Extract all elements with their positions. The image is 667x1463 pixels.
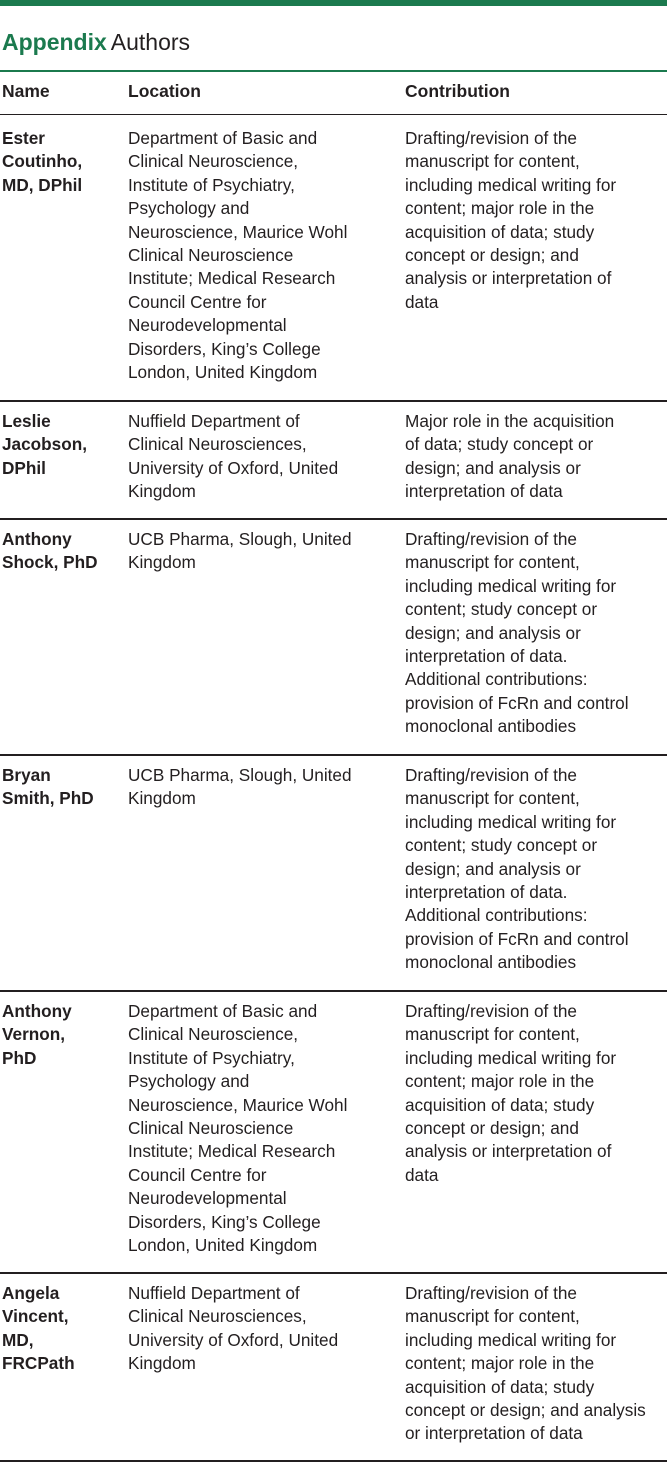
author-contribution: Drafting/revision of the manuscript for content, including medical writing for content; major role in the acquisition of data; study concept or design; and analysis or interpretation of data	[405, 1001, 617, 1185]
row-divider	[0, 754, 667, 756]
author-name: Bryan Smith, PhD	[2, 765, 94, 809]
author-location: UCB Pharma, Slough, United Kingdom	[128, 529, 352, 573]
table-header	[0, 79, 667, 103]
top-accent-bar	[0, 0, 667, 6]
author-location: Nuffield Department of Clinical Neurosciences, University of Oxford, United Kingdom	[128, 1283, 339, 1374]
author-name: Anthony Shock, PhD	[2, 529, 98, 573]
title-rule	[0, 70, 667, 72]
row-divider	[0, 1272, 667, 1274]
page-title	[2, 28, 190, 56]
author-name: Anthony Vernon, PhD	[2, 1001, 72, 1068]
author-contribution: Drafting/revision of the manuscript for content, including medical writing for content; major role in the acquisition of data; study concept or design; and analysis or interpretation of data	[405, 1283, 646, 1444]
title-text: Authors	[110, 29, 191, 55]
header-contribution: Contribution	[405, 81, 510, 101]
author-contribution: Major role in the acquisition of data; study concept or design; and analysis or interpretation of data	[405, 411, 615, 502]
author-location: Nuffield Department of Clinical Neurosciences, University of Oxford, United Kingdom	[128, 411, 339, 502]
row-divider	[0, 400, 667, 402]
author-name: Leslie Jacobson, DPhil	[2, 411, 88, 478]
author-contribution: Drafting/revision of the manuscript for content, including medical writing for content; study concept or design; and analysis or interpretation of data. Additional contributions: provision of FcRn and control monoclonal antibodies	[405, 765, 629, 973]
table-bottom-rule	[0, 1460, 667, 1462]
author-contribution: Drafting/revision of the manuscript for content, including medical writing for content; study concept or design; and analysis or interpretation of data. Additional contributions: provision of FcRn and control monoclonal antibodies	[405, 529, 629, 737]
author-location: Department of Basic and Clinical Neuroscience, Institute of Psychiatry, Psychology and Neuroscience, Maurice Wohl Clinical Neuroscience Institute; Medical Research Council Centre for Neurodevelopmental Disorders, King’s College London, United Kingdom	[128, 1001, 348, 1256]
row-divider	[0, 518, 667, 520]
author-name: Angela Vincent, MD, FRCPath	[2, 1283, 75, 1374]
header-name: Name	[2, 81, 50, 101]
author-location: Department of Basic and Clinical Neuroscience, Institute of Psychiatry, Psychology and Neuroscience, Maurice Wohl Clinical Neuroscience Institute; Medical Research Council Centre for Neurodevelopmental Disorders, King’s College London, United Kingdom	[128, 128, 348, 383]
header-location: Location	[128, 81, 201, 101]
row-divider	[0, 990, 667, 992]
author-location: UCB Pharma, Slough, United Kingdom	[128, 765, 352, 809]
header-divider	[0, 114, 667, 115]
author-name: Ester Coutinho, MD, DPhil	[2, 128, 83, 195]
title-label: Appendix	[2, 29, 107, 55]
author-contribution: Drafting/revision of the manuscript for content, including medical writing for content; major role in the acquisition of data; study concept or design; and analysis or interpretation of data	[405, 128, 617, 312]
